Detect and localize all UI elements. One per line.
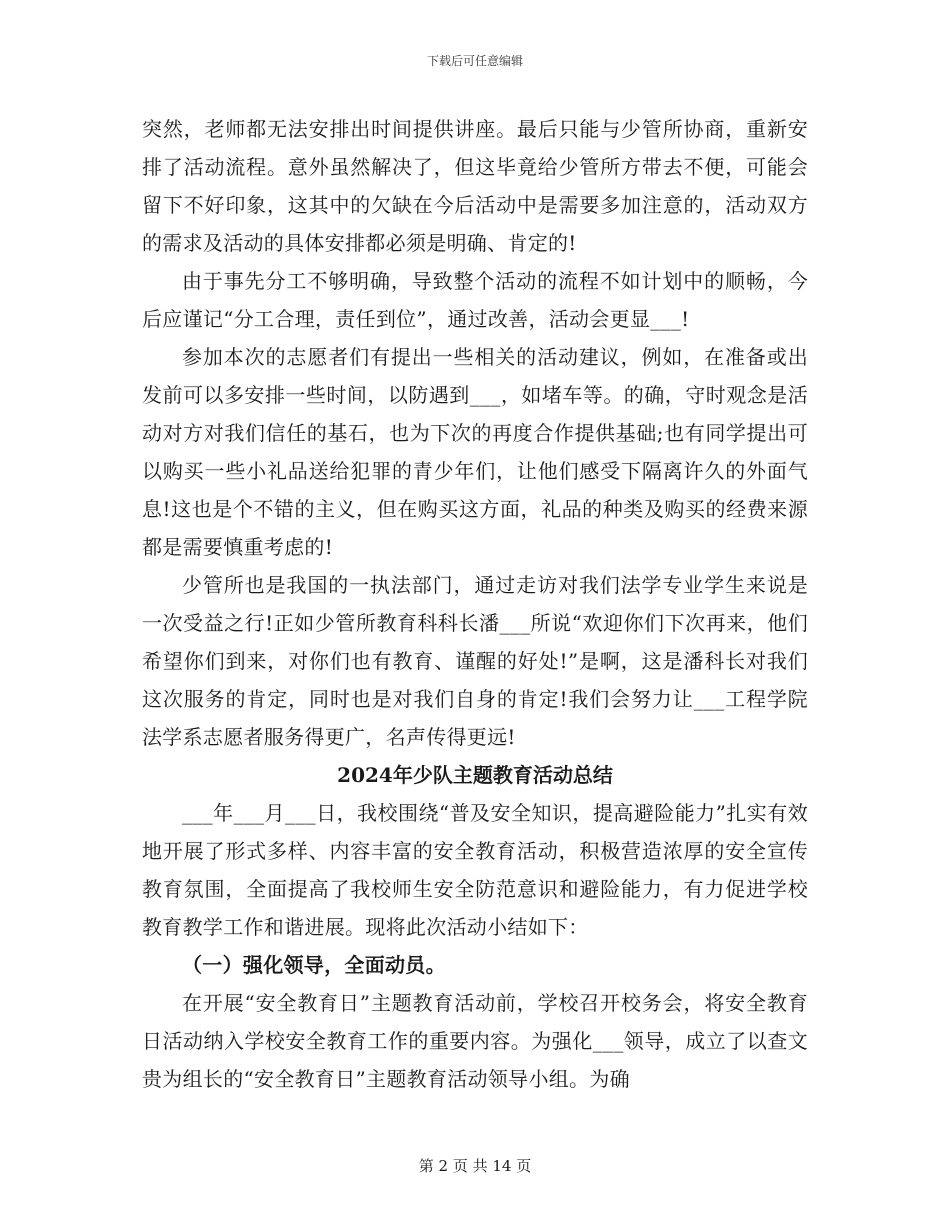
paragraph-volunteer-suggestions: 参加本次的志愿者们有提出一些相关的活动建议，例如，在准备或出发前可以多安排一些时间，以防遇到___，如堵车等。的确，守时观念是活动对方对我们信任的基石，也为下次的再度合作提供基础;也有同学提出可以购买一些小礼品送给犯罪的青少年们，让他们感受下隔离许久的外面气息!这也是个不错的主义，但在购买这方面，礼品的种类及购买的经费来源都是需要慎重考虑的!	[142, 345, 808, 559]
paragraph-juvenile-center-visit: 少管所也是我国的一执法部门，通过走访对我们法学专业学生来说是一次受益之行!正如少管所教育科科长潘___所说“欢迎你们下次再来，他们希望你们到来，对你们也有教育、谨醒的好处!”是啊，这是潘科长对我们这次服务的肯定，同时也是对我们自身的肯定!我们会努力让___工程学院法学系志愿者服务得更广，名声传得更远!	[142, 573, 808, 749]
paragraph-division-of-labor: 由于事先分工不够明确，导致整个活动的流程不如计划中的顺畅，今后应谨记“分工合理，责任到位”，通过改善，活动会更显___!	[142, 269, 808, 331]
section-intro: ___年___月___日，我校围绕“普及安全知识，提高避险能力”扎实有效地开展了形式多样、内容丰富的安全教育活动，积极营造浓厚的安全宣传教育氛围，全面提高了我校师生安全防范意识和避险能力，有力促进学校教育教学工作和谐进展。现将此次活动小结如下：	[142, 801, 808, 939]
document-body	[142, 110, 808, 1098]
section-heading-1: （一）强化领导，全面动员。	[182, 953, 446, 977]
section-body-1: 在开展“安全教育日”主题教育活动前，学校召开校务会，将安全教育日活动纳入学校安全教育工作的重要内容。为强化___领导，成立了以查文贵为组长的“安全教育日”主题教育活动领导小组。为确	[142, 991, 808, 1091]
page-header-note: 下载后可任意编辑	[426, 54, 523, 68]
page-number: 第 2 页 共 14 页	[418, 1157, 532, 1175]
section-title: 2024年少队主题教育活动总结	[337, 763, 613, 787]
paragraph-continued: 突然，老师都无法安排出时间提供讲座。最后只能与少管所协商，重新安排了活动流程。意外虽然解决了，但这毕竟给少管所方带去不便，可能会留下不好印象，这其中的欠缺在今后活动中是需要多加注意的，活动双方的需求及活动的具体安排都必须是明确、肯定的!	[142, 117, 808, 255]
